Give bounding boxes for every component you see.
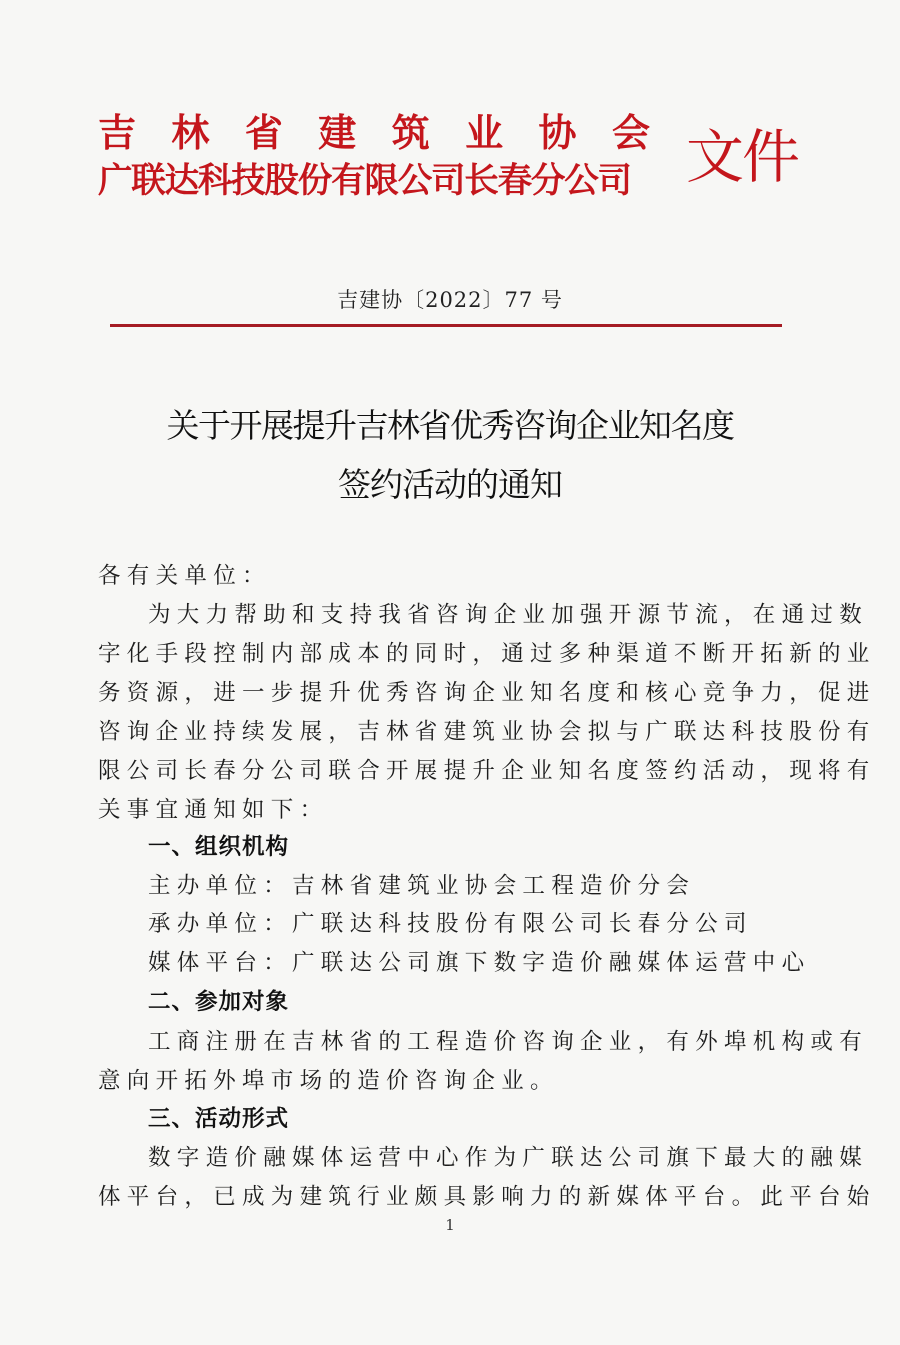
paragraph-line: 意向开拓外埠市场的造价咨询企业。 bbox=[98, 1068, 559, 1094]
paragraph-line: 咨询企业持续发展，吉林省建筑业协会拟与广联达科技股份有 bbox=[98, 719, 876, 745]
section-heading: 二、参加对象 bbox=[148, 989, 290, 1015]
paragraph-line: 体平台，已成为建筑行业颇具影响力的新媒体平台。此平台始 bbox=[98, 1184, 876, 1210]
paragraph-line: 字化手段控制内部成本的同时，通过多种渠道不断开拓新的业 bbox=[98, 641, 876, 667]
salutation: 各有关单位： bbox=[98, 563, 271, 589]
page-number: 1 bbox=[445, 1216, 455, 1234]
paragraph-line: 关事宜通知如下： bbox=[98, 797, 329, 823]
paragraph-line: 为大力帮助和支持我省咨询企业加强开源节流，在通过数 bbox=[148, 602, 869, 628]
organizer-line: 主办单位：吉林省建筑业协会工程造价分会 bbox=[148, 873, 696, 899]
issuer-char: 业 bbox=[465, 111, 504, 155]
paragraph-line: 数字造价融媒体运营中心作为广联达公司旗下最大的融媒 bbox=[148, 1145, 869, 1171]
document-title-line2: 签约活动的通知 bbox=[338, 465, 562, 504]
paragraph-line: 务资源，进一步提升优秀咨询企业知名度和核心竞争力，促进 bbox=[98, 680, 876, 706]
document-title-line1: 关于开展提升吉林省优秀咨询企业知名度 bbox=[166, 406, 734, 445]
issuer-char: 建 bbox=[318, 111, 357, 155]
section-heading: 三、活动形式 bbox=[148, 1106, 290, 1132]
issuer-char: 省 bbox=[244, 111, 283, 155]
issuer-company: 广联达科技股份有限公司长春分公司 bbox=[98, 161, 631, 201]
red-divider-line bbox=[110, 324, 782, 327]
co-organizer-line: 承办单位：广联达科技股份有限公司长春分公司 bbox=[148, 911, 753, 937]
section-heading: 一、组织机构 bbox=[148, 834, 290, 860]
issuer-char: 林 bbox=[171, 111, 210, 155]
issuer-association bbox=[98, 102, 650, 157]
paragraph-line: 工商注册在吉林省的工程造价咨询企业，有外埠机构或有 bbox=[148, 1029, 869, 1055]
document-type-label: 文件 bbox=[686, 123, 799, 191]
issuer-char: 会 bbox=[611, 111, 650, 155]
issuer-char: 协 bbox=[538, 111, 577, 155]
document-number: 吉建协〔2022〕77 号 bbox=[337, 288, 563, 312]
issuer-char: 筑 bbox=[391, 111, 430, 155]
media-platform-line: 媒体平台：广联达公司旗下数字造价融媒体运营中心 bbox=[148, 950, 811, 976]
issuer-char: 吉 bbox=[98, 111, 137, 155]
paragraph-line: 限公司长春分公司联合开展提升企业知名度签约活动，现将有 bbox=[98, 758, 876, 784]
